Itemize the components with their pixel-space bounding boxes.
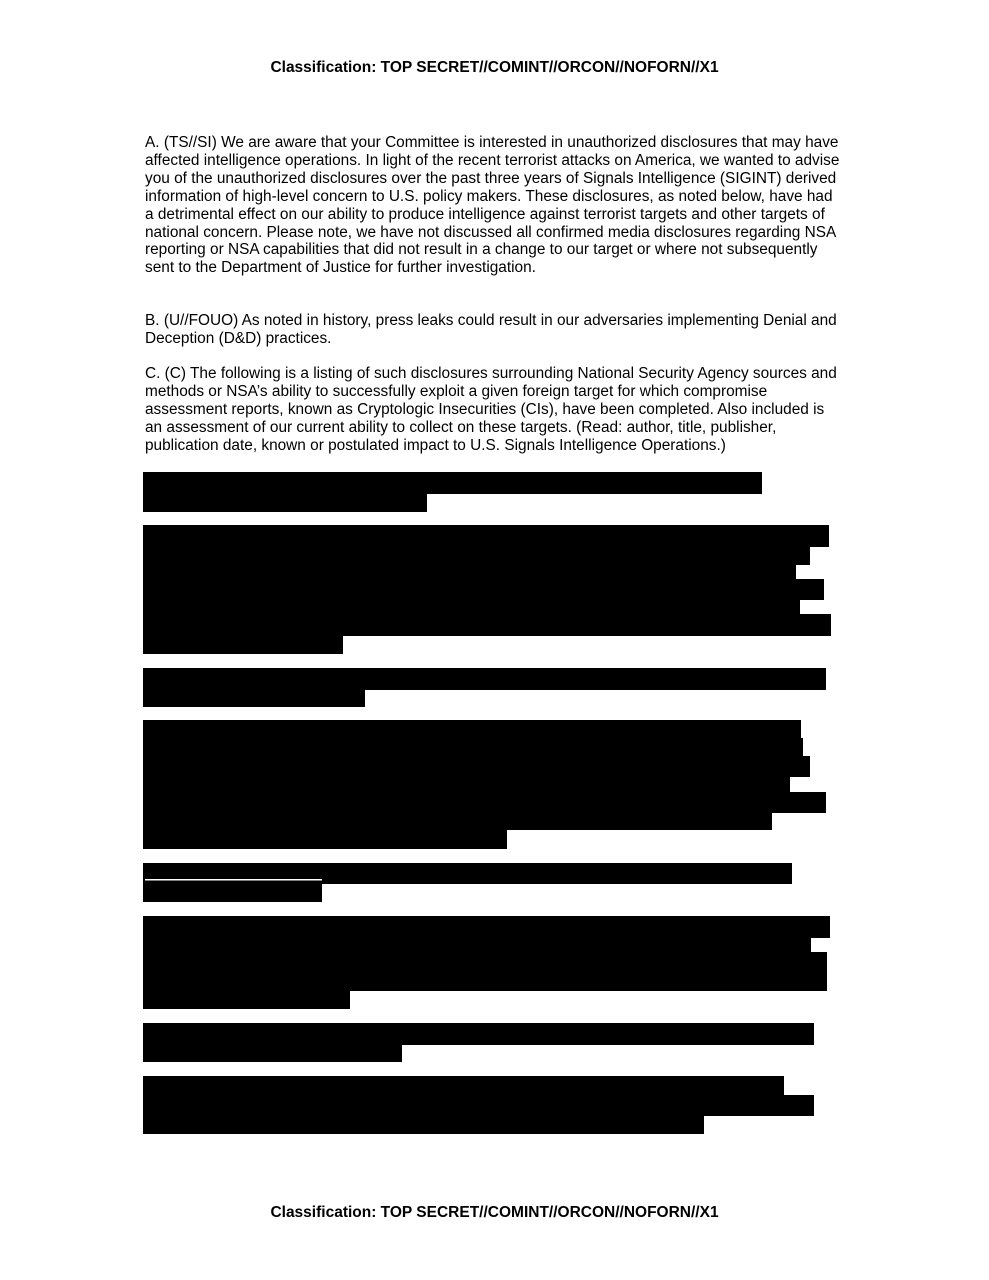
scan-artifact-line [145,879,322,881]
redaction-bar [143,690,365,707]
redaction-bar [143,1095,814,1116]
redaction-block-1 [143,472,762,512]
redaction-bar [143,991,350,1009]
classification-header: Classification: TOP SECRET//COMINT//ORCON//NOFORN//X1 [270,59,719,76]
redaction-block-8 [143,1076,814,1134]
redaction-block-6 [143,916,830,1009]
paragraph-b-text: B. (U//FOUO) As noted in history, press leaks could result in our adversaries implementing Denial and Deception (D&D) practices. [145,312,837,347]
redaction-bar [143,668,826,690]
redaction-block-7 [143,1023,814,1062]
redaction-bar [143,1076,784,1095]
redaction-block-2 [143,525,831,654]
redaction-bar [143,494,427,512]
redaction-bar [143,813,772,830]
redaction-bar [143,614,831,636]
redaction-bar [143,952,827,991]
redaction-bar [143,1023,814,1045]
redaction-bar [143,916,830,938]
redaction-bar [143,636,343,654]
redaction-bar [143,1116,704,1134]
redaction-bar [143,525,829,547]
redaction-bar [143,579,824,600]
redaction-bar [143,547,810,565]
redaction-bar [143,472,762,494]
redaction-block-3 [143,668,826,707]
redaction-bar [143,756,810,777]
redaction-bar [143,938,811,952]
redaction-bar [143,720,801,738]
paragraph-a-text: A. (TS//SI) We are aware that your Committee is interested in unauthorized disclosures that may have affected intelligence operations. In light of the recent terrorist attacks on America, we wanted to advise you of the unauthorized disclosures over the past three years of Signals Intelligence (SIGINT) derived information of high-level concern to U.S. policy makers. These disclosures, as noted below, have had a detrimental effect on our ability to produce intelligence against terrorist targets and other targets of national concern. Please note, we have not discussed all confirmed media disclosures regarding NSA reporting or NSA capabilities that did not result in a change to our target or where not subsequently sent to the Department of Justice for further investigation. [145,134,840,277]
redaction-bar [143,565,796,579]
redaction-bar [143,777,790,792]
redaction-block-4 [143,720,826,849]
redaction-bar [143,792,826,813]
redaction-block-5 [143,863,792,902]
redaction-bar [143,884,322,902]
redaction-bar [143,863,792,884]
paragraph-c-text: C. (C) The following is a listing of such disclosures surrounding National Security Agency sources and methods or NSA’s ability to successfully exploit a given foreign target for which compromise assessment reports, known as Cryptologic Insecurities (CIs), have been completed. Also included is an assessment of our current ability to collect on these targets. (Read: author, title, publisher, publication date, known or postulated impact to U.S. Signals Intelligence Operations.) [145,365,837,454]
redaction-bar [143,830,507,849]
redaction-bar [143,738,803,756]
redaction-bar [143,1045,402,1062]
redaction-bar [143,600,800,614]
classification-footer: Classification: TOP SECRET//COMINT//ORCON//NOFORN//X1 [270,1204,719,1221]
